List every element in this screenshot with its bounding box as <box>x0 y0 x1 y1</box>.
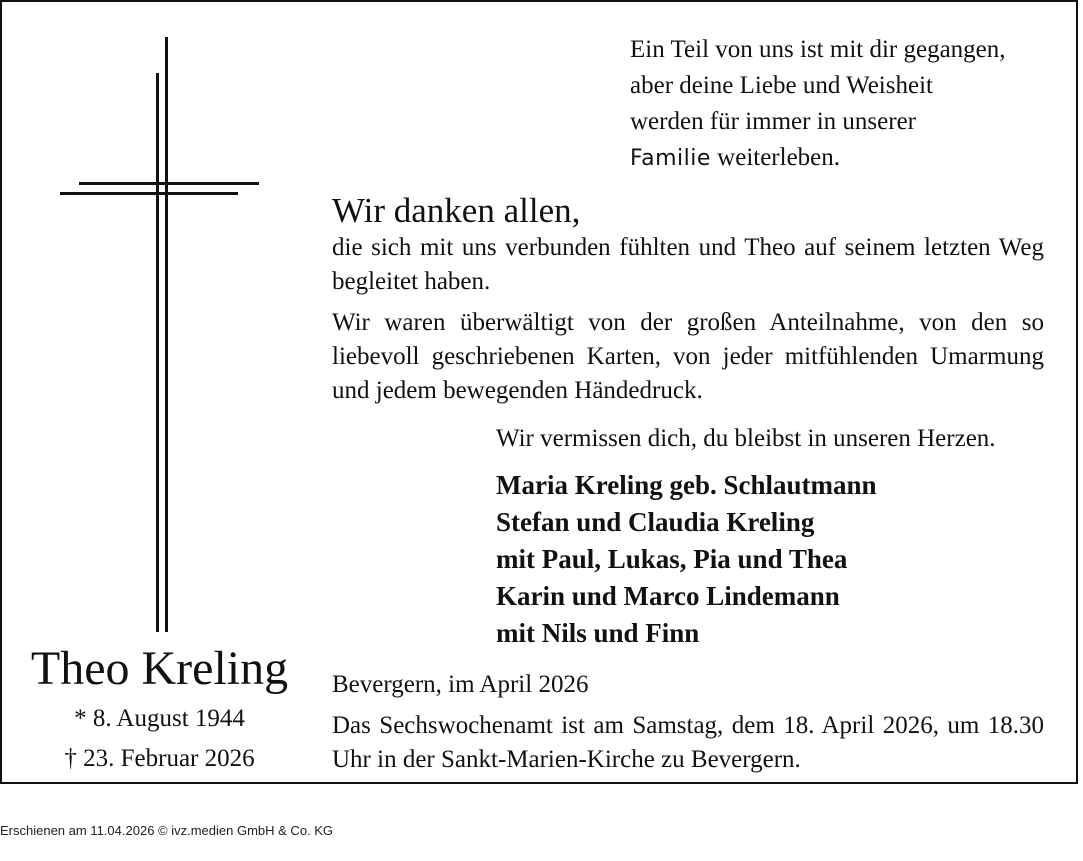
motto-line-1: Ein Teil von uns ist mit dir gegangen, <box>630 36 1006 63</box>
mourner-line: Stefan und Claudia Kreling <box>496 507 815 537</box>
thanks-paragraph-2: Wir waren überwältigt von der großen Anteilnahme, von den so liebevoll geschriebenen Karten, von jeder mitfühlenden Umarmung und jedem bewegenden Händedruck. <box>332 309 1044 404</box>
publication-footer: Erschienen am 11.04.2026 © ivz.medien GmbH & Co. KG <box>0 823 334 838</box>
mourner-line: Maria Kreling geb. Schlautmann <box>496 470 877 500</box>
motto-handwritten-word: Familie <box>630 146 711 171</box>
motto-verse <box>630 32 1070 177</box>
birth-date: * 8. August 1944 <box>74 705 245 732</box>
motto-line-3: werden für immer in unserer <box>630 108 916 135</box>
motto-line-4-rest: weiterleben. <box>710 144 841 171</box>
motto-line-2: aber deine Liebe und Weisheit <box>630 72 933 99</box>
cross-horizontal-bar-upper <box>79 182 259 185</box>
miss-you-line: Wir vermissen dich, du bleibst in unseren Herzen. <box>496 425 996 452</box>
mourner-line: mit Paul, Lukas, Pia und Thea <box>496 544 848 574</box>
cross-icon <box>2 2 302 642</box>
mourner-line: mit Nils und Finn <box>496 618 700 648</box>
deceased-name: Theo Kreling <box>30 642 289 695</box>
cross-vertical-bar-inner <box>156 73 159 632</box>
death-date: † 23. Februar 2026 <box>64 745 255 772</box>
thanks-heading: Wir danken allen, <box>332 191 581 230</box>
cross-horizontal-bar-lower <box>60 192 238 195</box>
place-date: Bevergern, im April 2026 <box>332 671 589 698</box>
thanks-paragraph-1: die sich mit uns verbunden fühlten und Theo auf seinem letzten Weg begleitet haben. <box>332 234 1044 295</box>
service-notice: Das Sechswochenamt ist am Samstag, dem 18. April 2026, um 18.30 Uhr in der Sankt-Marien-Kirche zu Bevergern. <box>332 712 1044 773</box>
mourner-line: Karin und Marco Lindemann <box>496 581 840 611</box>
cross-vertical-bar-outer <box>165 37 168 632</box>
mourners-list <box>496 467 877 652</box>
